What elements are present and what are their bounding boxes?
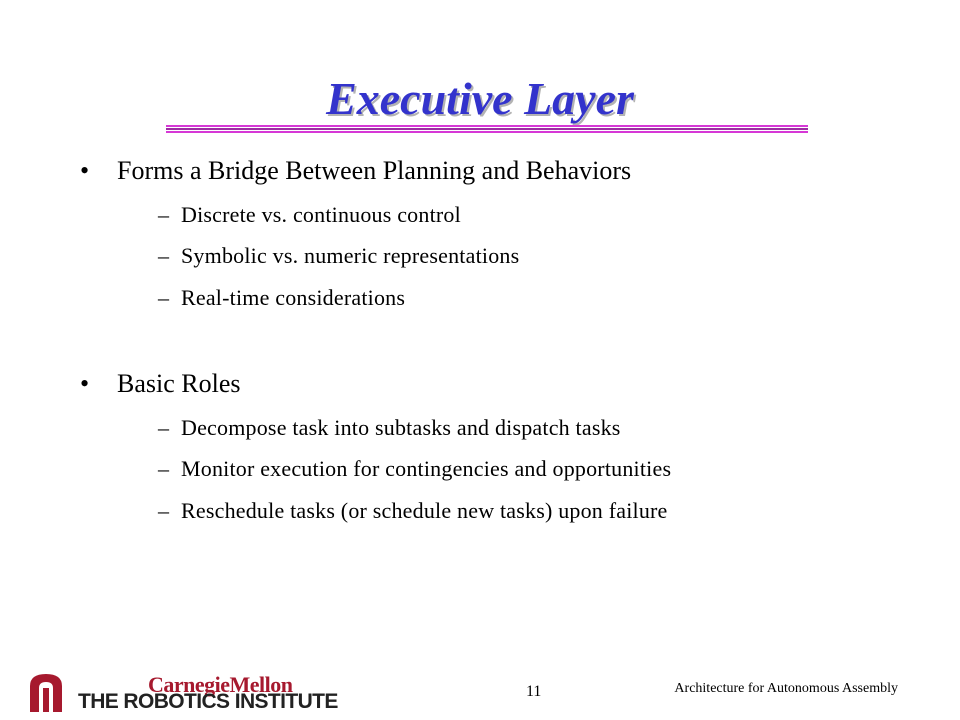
bullet-marker: • — [80, 156, 90, 185]
bullet-text: Basic Roles — [117, 369, 241, 398]
sub-item-text: Symbolic vs. numeric representations — [181, 243, 520, 268]
deck-title: Architecture for Autonomous Assembly — [674, 681, 898, 696]
sub-item-text: Monitor execution for contingencies and opportunities — [181, 456, 672, 481]
sub-marker: – — [158, 202, 170, 227]
page-number: 11 — [526, 683, 542, 700]
sub-item — [158, 201, 461, 229]
sub-item-text: Reschedule tasks (or schedule new tasks) upon failure — [181, 498, 668, 523]
title-underline — [166, 125, 808, 134]
sub-marker: – — [158, 456, 170, 481]
sub-item — [158, 497, 668, 525]
sub-item-text: Real-time considerations — [181, 285, 406, 310]
sub-marker: – — [158, 243, 170, 268]
sub-item — [158, 284, 405, 312]
sub-marker: – — [158, 415, 170, 440]
slide-title: Executive Layer — [326, 73, 634, 124]
sub-item — [158, 455, 671, 483]
sub-item — [158, 242, 519, 270]
sub-item — [158, 414, 621, 442]
logo-carnegie-mellon: CarnegieMellon — [148, 672, 293, 697]
sub-item-text: Decompose task into subtasks and dispatch tasks — [181, 415, 621, 440]
sub-marker: – — [158, 498, 170, 523]
sub-item-text: Discrete vs. continuous control — [181, 202, 461, 227]
robotics-arch-icon — [28, 672, 64, 712]
bullet-text: Forms a Bridge Between Planning and Behaviors — [117, 156, 632, 185]
cmu-robotics-logo — [28, 668, 338, 716]
bullet-marker: • — [80, 369, 90, 398]
logo-robotics-institute: THE ROBOTICS INSTITUTE — [78, 690, 338, 713]
sub-marker: – — [158, 285, 170, 310]
